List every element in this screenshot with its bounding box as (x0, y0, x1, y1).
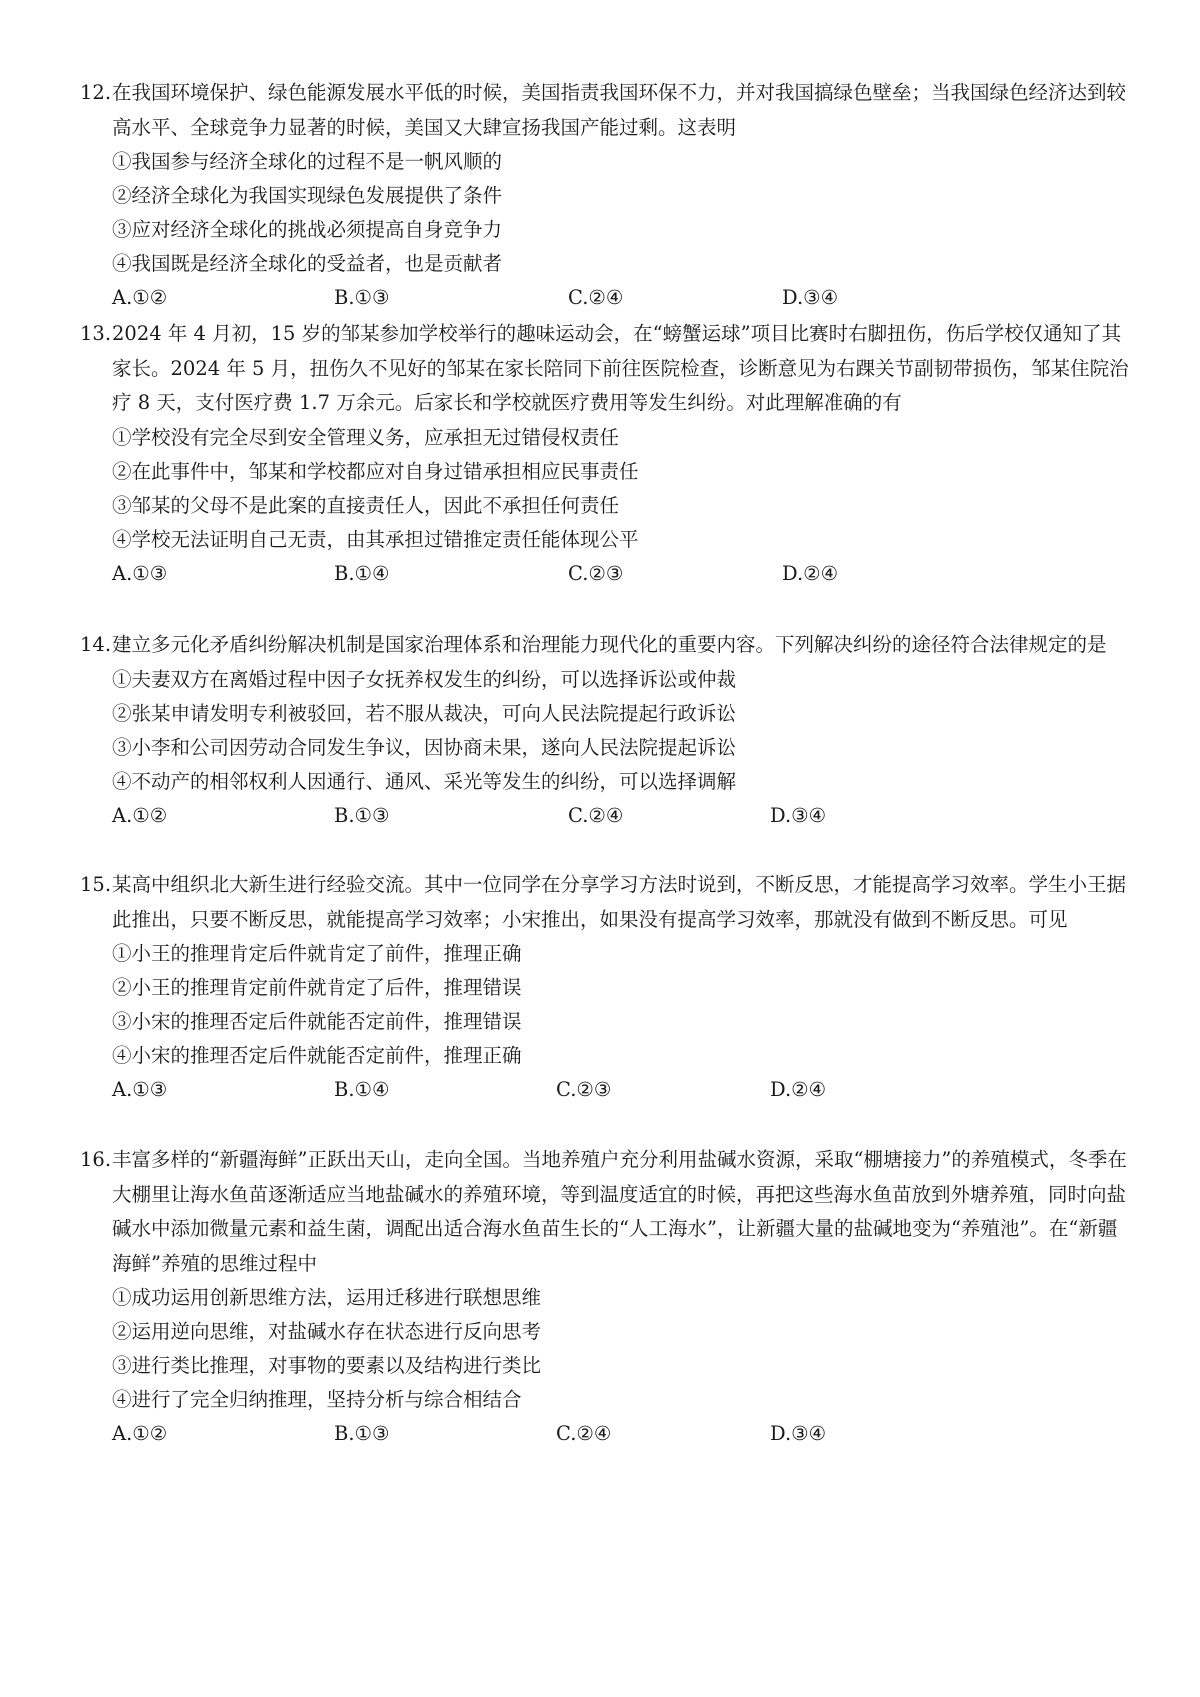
choice-a[interactable]: A.①② (112, 286, 168, 309)
choice-b[interactable]: B.①③ (334, 286, 390, 309)
choice-b[interactable]: B.①④ (334, 561, 390, 585)
choice-c[interactable]: C.②③ (556, 1078, 612, 1101)
statement-2: ②张某申请发明专利被驳回，若不服从裁决，可向人民法院提起行政诉讼 (112, 701, 737, 725)
question-stem (0, 868, 1200, 937)
statement-1: ①成功运用创新思维方法，运用迁移进行联想思维 (112, 1286, 542, 1309)
statement-4: ④我国既是经济全球化的受益者，也是贡献者 (112, 252, 503, 275)
choice-b[interactable]: B.①④ (334, 1078, 390, 1101)
statement-2: ②经济全球化为我国实现绿色发展提供了条件 (112, 184, 503, 207)
statement-2: ②运用逆向思维，对盐碱水存在状态进行反向思考 (112, 1320, 542, 1343)
choice-b[interactable]: B.①③ (334, 803, 390, 827)
question-stem (0, 317, 1200, 421)
statement-3: ③进行类比推理，对事物的要素以及结构进行类比 (112, 1354, 542, 1377)
statement-1: ①学校没有完全尽到安全管理义务，应承担无过错侵权责任 (112, 425, 620, 449)
question-text: 在我国环境保护、绿色能源发展水平低的时候，美国指责我国环保不力，并对我国搞绿色壁垒；当我国绿色经济达到较高水平、全球竞争力显著的时候，美国又大肆宣扬我国产能过剩。这表明 (112, 81, 1127, 139)
question-14 (0, 628, 1200, 833)
question-12 (0, 76, 1200, 315)
choice-c[interactable]: C.②④ (568, 286, 624, 309)
statement-3: ③小李和公司因劳动合同发生争议，因协商未果，遂向人民法院提起诉讼 (112, 735, 737, 759)
statement-3: ③应对经济全球化的挑战必须提高自身竞争力 (112, 218, 503, 241)
choice-d[interactable]: D.③④ (770, 1422, 827, 1445)
choice-d[interactable]: D.②④ (782, 561, 839, 585)
answer-choices (0, 1417, 1200, 1451)
question-number: 13. (80, 322, 112, 345)
statement-2: ②小王的推理肯定前件就肯定了后件，推理错误 (112, 976, 522, 999)
question-stem (0, 628, 1200, 663)
choice-a[interactable]: A.①③ (112, 1078, 168, 1101)
choice-a[interactable]: A.①② (112, 803, 168, 827)
choice-c[interactable]: C.②④ (556, 1422, 612, 1445)
answer-choices (0, 281, 1200, 315)
answer-choices (0, 799, 1200, 833)
choice-d[interactable]: D.②④ (770, 1078, 827, 1101)
question-number: 15. (80, 873, 112, 896)
statement-4: ④不动产的相邻权利人因通行、通风、采光等发生的纠纷，可以选择调解 (112, 769, 737, 793)
statement-2: ②在此事件中，邹某和学校都应对自身过错承担相应民事责任 (112, 459, 639, 483)
statement-4: ④进行了完全归纳推理，坚持分析与综合相结合 (112, 1388, 522, 1411)
question-text: 2024 年 4 月初，15 岁的邹某参加学校举行的趣味运动会，在“螃蟹运球”项目比赛时右脚扭伤，伤后学校仅通知了其家长。2024 年 5 月，扭伤久不见好的邹某在家长陪同下前往医院检查，诊断意见为右踝关节副韧带损伤，邹某住院治疗 8 天，支付医疗费 1.7 万余元。后家长和学校就医疗费用等发生纠纷。对此理解准确的有 (112, 322, 1129, 414)
statement-3: ③小宋的推理否定后件就能否定前件，推理错误 (112, 1010, 522, 1033)
statement-1: ①夫妻双方在离婚过程中因子女抚养权发生的纠纷，可以选择诉讼或仲裁 (112, 667, 737, 691)
choice-c[interactable]: C.②③ (568, 561, 624, 585)
question-16 (0, 1143, 1200, 1451)
choice-a[interactable]: A.①② (112, 1422, 168, 1445)
question-stem (0, 1143, 1200, 1281)
statement-1: ①我国参与经济全球化的过程不是一帆风顺的 (112, 150, 503, 173)
statement-4: ④学校无法证明自己无责，由其承担过错推定责任能体现公平 (112, 527, 639, 551)
choice-b[interactable]: B.①③ (334, 1422, 390, 1445)
question-text: 某高中组织北大新生进行经验交流。其中一位同学在分享学习方法时说到，不断反思，才能提高学习效率。学生小王据此推出，只要不断反思，就能提高学习效率；小宋推出，如果没有提高学习效率，那就没有做到不断反思。可见 (112, 873, 1127, 931)
choice-a[interactable]: A.①③ (112, 561, 168, 585)
question-13 (0, 317, 1200, 591)
statement-4: ④小宋的推理否定后件就能否定前件，推理正确 (112, 1044, 522, 1067)
answer-choices (0, 557, 1200, 591)
choice-d[interactable]: D.③④ (770, 803, 827, 827)
choice-c[interactable]: C.②④ (568, 803, 624, 827)
statement-3: ③邹某的父母不是此案的直接责任人，因此不承担任何责任 (112, 493, 620, 517)
question-stem (0, 76, 1200, 145)
question-15 (0, 868, 1200, 1107)
answer-choices (0, 1073, 1200, 1107)
question-text: 丰富多样的“新疆海鲜”正跃出天山，走向全国。当地养殖户充分利用盐碱水资源，采取“棚塘接力”的养殖模式，冬季在大棚里让海水鱼苗逐渐适应当地盐碱水的养殖环境，等到温度适宜的时候，再把这些海水鱼苗放到外塘养殖，同时向盐碱水中添加微量元素和益生菌，调配出适合海水鱼苗生长的“人工海水”，让新疆大量的盐碱地变为“养殖池”。在“新疆海鲜”养殖的思维过程中 (112, 1148, 1127, 1275)
choice-d[interactable]: D.③④ (782, 286, 839, 309)
question-text: 建立多元化矛盾纠纷解决机制是国家治理体系和治理能力现代化的重要内容。下列解决纠纷的途径符合法律规定的是 (112, 633, 1107, 656)
question-number: 16. (80, 1148, 112, 1171)
question-number: 12. (80, 81, 112, 104)
question-number: 14. (80, 633, 112, 656)
statement-1: ①小王的推理肯定后件就肯定了前件，推理正确 (112, 942, 522, 965)
